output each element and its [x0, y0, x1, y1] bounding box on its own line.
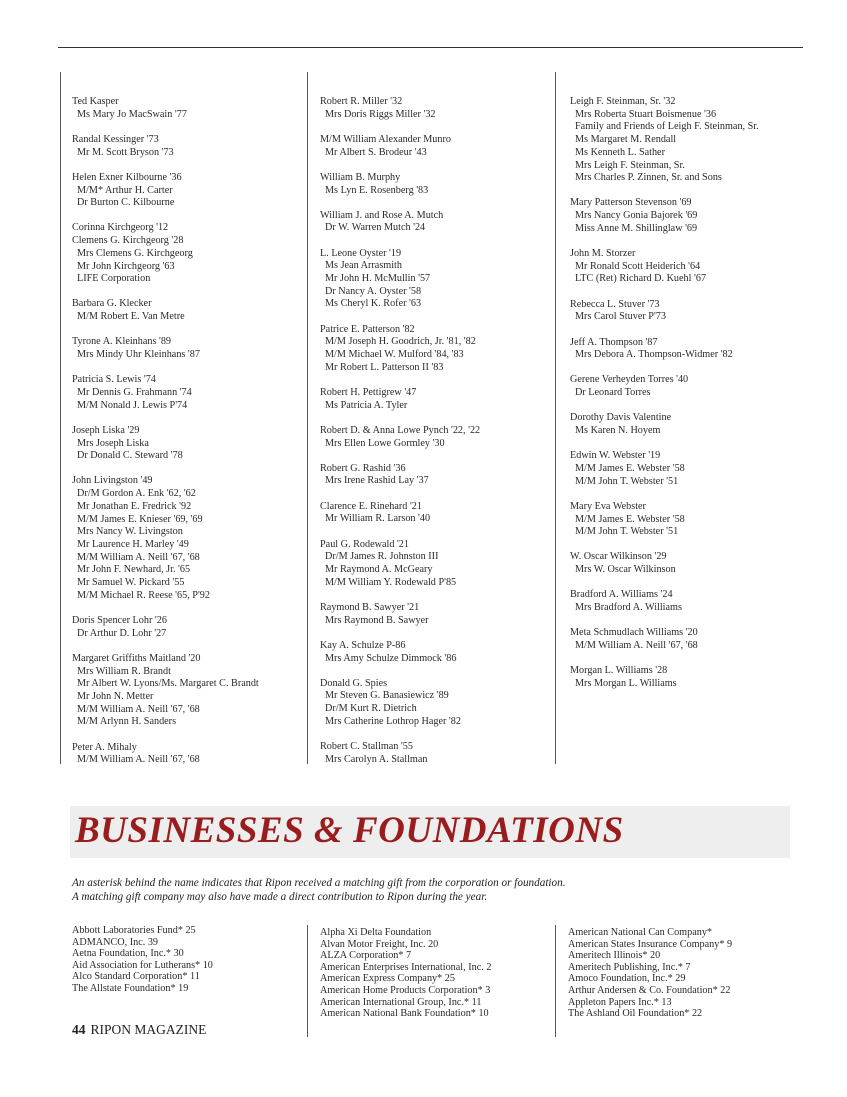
memorial-entry — [320, 602, 545, 627]
honoree-name: Doris Spencer Lohr '26 — [72, 615, 167, 626]
business-name: American International Group, Inc.* 11 — [320, 996, 482, 1008]
memorial-entry — [570, 450, 800, 488]
memorial-entry — [320, 96, 545, 121]
business-name: Aetna Foundation, Inc.* 30 — [72, 948, 184, 960]
business-name: Ameritech Illinois* 20 — [568, 950, 661, 962]
top-rule — [58, 47, 803, 48]
memorial-entry — [570, 665, 800, 690]
donor-name: Mr Raymond A. McGeary — [325, 563, 433, 575]
donor-name: Ms Patricia A. Tyler — [325, 399, 408, 411]
honoree-name: Meta Schmudlach Williams '20 — [570, 627, 698, 639]
memorial-entry — [72, 475, 297, 602]
memorial-entry — [570, 337, 800, 362]
business-name: The Allstate Foundation* 19 — [72, 982, 189, 994]
section-title: BUSINESSES & FOUNDATIONS — [75, 810, 624, 851]
memorial-entry — [72, 298, 297, 323]
donor-name: M/M John T. Webster '51 — [575, 475, 679, 487]
memorial-entry — [570, 412, 800, 437]
memorial-entry — [570, 248, 800, 286]
biz-divider-right — [555, 925, 556, 1037]
section-note — [72, 876, 772, 904]
honoree-name: John Livingston '49 — [72, 475, 153, 487]
donor-name: Family and Friends of Leigh F. Steinman, Sr. — [575, 121, 759, 133]
donor-name: Mrs Amy Schulze Dimmock '86 — [325, 652, 457, 664]
honoree-name: Tyrone A. Kleinhans '89 — [72, 336, 172, 348]
donor-name: Ms Lyn E. Rosenberg '83 — [325, 184, 429, 196]
donor-name: M/M Robert E. Van Metre — [77, 311, 185, 323]
honoree-name: Robert R. Miller '32 — [320, 96, 403, 107]
donor-name: M/M Joseph H. Goodrich, Jr. '81, '82 — [325, 336, 476, 348]
honoree-name: Clemens G. Kirchgeorg '28 — [72, 235, 184, 247]
honoree-name: Robert D. & Anna Lowe Pynch '22, '22 — [320, 424, 481, 436]
honoree-name: Robert G. Rashid '36 — [320, 462, 406, 474]
business-name: ALZA Corporation* 7 — [320, 950, 412, 962]
honoree-name: M/M William Alexander Munro — [320, 133, 451, 145]
business-name: American National Can Company* — [568, 927, 713, 938]
memorial-entry — [72, 134, 297, 159]
donor-name: M/M Nonald J. Lewis P'74 — [77, 399, 188, 411]
honoree-name: Bradford A. Williams '24 — [570, 589, 673, 601]
column-divider-left — [60, 72, 61, 764]
donor-name: Dr/M Gordon A. Enk '62, '62 — [77, 488, 196, 500]
donor-name: Mr Albert S. Brodeur '43 — [325, 146, 427, 158]
business-name: Ameritech Publishing, Inc.* 7 — [568, 961, 691, 973]
publication-name: RIPON MAGAZINE — [90, 1022, 207, 1037]
memorial-column-3 — [570, 96, 800, 703]
donor-name: Dr Leonard Torres — [575, 387, 651, 399]
donor-name: LTC (Ret) Richard D. Kuehl '67 — [575, 273, 707, 285]
memorial-entry — [570, 197, 800, 235]
business-name: Alco Standard Corporation* 11 — [72, 971, 200, 983]
memorial-entry — [320, 539, 545, 590]
business-column-3 — [568, 927, 803, 1020]
honoree-name: John M. Storzer — [570, 248, 636, 260]
donor-name: Mrs Doris Riggs Miller '32 — [325, 108, 436, 120]
honoree-name: Kay A. Schulze P-86 — [320, 639, 406, 651]
donor-name: Mrs Roberta Stuart Boismenue '36 — [575, 108, 717, 120]
memorial-entry — [570, 96, 800, 185]
memorial-entry — [570, 299, 800, 324]
business-name: American Enterprises International, Inc. 2 — [320, 961, 492, 973]
memorial-entry — [72, 374, 297, 412]
donor-name: M/M Michael R. Reese '65, P'92 — [77, 589, 210, 601]
honoree-name: Helen Exner Kilbourne '36 — [72, 171, 182, 183]
donor-name: Mr John N. Metter — [77, 691, 154, 703]
business-column-1 — [72, 925, 297, 995]
honoree-name: Paul G. Rodewald '21 — [320, 538, 409, 550]
memorial-entry — [72, 653, 297, 729]
business-name: The Ashland Oil Foundation* 22 — [568, 1008, 703, 1020]
memorial-entry — [72, 336, 297, 361]
honoree-name: Robert H. Pettigrew '47 — [320, 386, 417, 398]
donor-name: M/M Michael W. Mulford '84, '83 — [325, 349, 464, 361]
donor-name: M/M William A. Neill '67, '68 — [77, 754, 200, 766]
donor-name: Dr/M James R. Johnston III — [325, 551, 439, 563]
donor-name: Mr John F. Newhard, Jr. '65 — [77, 564, 191, 576]
donor-name: LIFE Corporation — [77, 273, 151, 285]
honoree-name: Margaret Griffiths Maitland '20 — [72, 652, 201, 664]
donor-name: M/M William A. Neill '67, '68 — [77, 551, 200, 563]
business-name: Amoco Foundation, Inc.* 29 — [568, 973, 686, 985]
donor-name: M/M William A. Neill '67, '68 — [77, 703, 200, 715]
honoree-name: Robert C. Stallman '55 — [320, 741, 413, 753]
donor-name: Mr John H. McMullin '57 — [325, 273, 431, 285]
donor-name: Miss Anne M. Shillinglaw '69 — [575, 222, 698, 234]
memorial-entry — [320, 463, 545, 488]
business-name: American National Bank Foundation* 10 — [320, 1008, 489, 1020]
donor-name: Mr Samuel W. Pickard '55 — [77, 577, 185, 589]
honoree-name: Mary Patterson Stevenson '69 — [570, 197, 692, 209]
business-name: American States Insurance Company* 9 — [568, 938, 733, 950]
memorial-column-1 — [72, 96, 297, 780]
column-divider-mid — [307, 72, 308, 764]
honoree-name: Rebecca L. Stuver '73 — [570, 298, 660, 310]
donor-name: M/M James E. Webster '58 — [575, 462, 685, 474]
business-name: ADMANCO, Inc. 39 — [72, 936, 159, 948]
business-name: Arthur Andersen & Co. Foundation* 22 — [568, 984, 731, 996]
memorial-entry — [570, 627, 800, 652]
donor-name: M/M James E. Webster '58 — [575, 513, 685, 525]
donor-name: Mrs Debora A. Thompson-Widmer '82 — [575, 349, 733, 361]
honoree-name: Patrice E. Patterson '82 — [320, 323, 415, 335]
honoree-name: L. Leone Oyster '19 — [320, 247, 402, 259]
donor-name: Mrs Bradford A. Williams — [575, 602, 682, 614]
donor-name: M/M William Y. Rodewald P'85 — [325, 576, 457, 588]
biz-divider-mid — [307, 925, 308, 1037]
business-column-2 — [320, 927, 545, 1020]
donor-name: Ms Kenneth L. Sather — [575, 146, 665, 158]
memorial-column-2 — [320, 96, 545, 779]
honoree-name: Edwin W. Webster '19 — [570, 450, 661, 462]
memorial-entry — [72, 172, 297, 210]
memorial-entry — [320, 134, 545, 159]
memorial-entry — [320, 387, 545, 412]
honoree-name: Barbara G. Klecker — [72, 298, 152, 310]
memorial-entry — [570, 551, 800, 576]
business-name: Appleton Papers Inc.* 13 — [568, 996, 672, 1008]
honoree-name: Donald G. Spies — [320, 677, 388, 689]
honoree-name: William B. Murphy — [320, 171, 401, 183]
donor-name: M/M John T. Webster '51 — [575, 526, 679, 538]
donor-name: Mrs Ellen Lowe Gormley '30 — [325, 437, 445, 449]
memorial-entry — [570, 589, 800, 614]
donor-name: Ms Jean Arrasmith — [325, 260, 402, 272]
donor-name: Mr Albert W. Lyons/Ms. Margaret C. Brandt — [77, 678, 259, 690]
memorial-entry — [72, 742, 297, 767]
business-name: Alpha Xi Delta Foundation — [320, 927, 432, 938]
memorial-entry — [320, 678, 545, 729]
donor-name: Dr Arthur D. Lohr '27 — [77, 627, 167, 639]
donor-name: Mrs Carol Stuver P'73 — [575, 311, 666, 323]
honoree-name: Randal Kessinger '73 — [72, 133, 159, 145]
donor-name: Mr John Kirchgeorg '63 — [77, 260, 175, 272]
donor-name: Mrs Clemens G. Kirchgeorg — [77, 247, 193, 259]
memorial-entry — [72, 425, 297, 463]
donor-name: Mrs W. Oscar Wilkinson — [575, 564, 676, 576]
memorial-entry — [320, 425, 545, 450]
donor-name: Ms Karen N. Hoyem — [575, 425, 661, 437]
honoree-name: Corinna Kirchgeorg '12 — [72, 222, 169, 234]
memorial-entry — [72, 222, 297, 286]
donor-name: M/M William A. Neill '67, '68 — [575, 640, 698, 651]
honoree-name: Joseph Liska '29 — [72, 424, 140, 436]
donor-name: Mrs Nancy Gonia Bajorek '69 — [575, 210, 698, 222]
donor-name: Mrs Nancy W. Livingston — [77, 526, 183, 538]
memorial-entry — [320, 324, 545, 375]
business-name: American Home Products Corporation* 3 — [320, 984, 491, 996]
honoree-name: Dorothy Davis Valentine — [570, 412, 672, 424]
memorial-entry — [72, 615, 297, 640]
honoree-name: Morgan L. Williams '28 — [570, 665, 668, 677]
business-name: Aid Association for Lutherans* 10 — [72, 959, 213, 971]
memorial-entry — [320, 210, 545, 235]
donor-name: Ms Cheryl K. Rofer '63 — [325, 298, 422, 310]
donor-name: Dr Nancy A. Oyster '58 — [325, 285, 422, 297]
donor-name: Mrs William R. Brandt — [77, 665, 171, 677]
page-footer — [72, 1022, 206, 1038]
donor-name: Mrs Charles P. Zinnen, Sr. and Sons — [575, 172, 722, 184]
honoree-name: Mary Eva Webster — [570, 500, 646, 512]
donor-name: Mrs Mindy Uhr Kleinhans '87 — [77, 349, 200, 361]
donor-name: Mrs Catherine Lothrop Hager '82 — [325, 715, 461, 727]
donor-name: Dr Burton C. Kilbourne — [77, 197, 175, 209]
donor-name: Mr Dennis G. Frahmann '74 — [77, 386, 192, 398]
memorial-entry — [320, 640, 545, 665]
honoree-name: Patricia S. Lewis '74 — [72, 374, 156, 386]
donor-name: Mr Laurence H. Marley '49 — [77, 538, 189, 550]
honoree-name: Peter A. Mihaly — [72, 741, 137, 753]
honoree-name: Raymond B. Sawyer '21 — [320, 601, 420, 613]
memorial-entry — [570, 374, 800, 399]
donor-name: Mr Jonathan E. Fredrick '92 — [77, 500, 192, 512]
memorial-entry — [320, 248, 545, 312]
donor-name: Mr Steven G. Banasiewicz '89 — [325, 690, 449, 702]
note-line: An asterisk behind the name indicates that Ripon received a matching gift from the corporation or foundation. — [72, 877, 566, 889]
donor-name: Mrs Joseph Liska — [77, 437, 149, 449]
donor-name: Dr W. Warren Mutch '24 — [325, 222, 426, 234]
donor-name: Mrs Irene Rashid Lay '37 — [325, 475, 429, 487]
honoree-name: W. Oscar Wilkinson '29 — [570, 551, 667, 563]
note-line: A matching gift company may also have made a direct contribution to Ripon during the year. — [72, 891, 488, 904]
donor-name: M/M Arlynn H. Sanders — [77, 716, 177, 728]
honoree-name: Jeff A. Thompson '87 — [570, 336, 658, 348]
memorial-entry — [320, 501, 545, 526]
donor-name: Mr Ronald Scott Heiderich '64 — [575, 260, 701, 272]
honoree-name: Leigh F. Steinman, Sr. '32 — [570, 96, 676, 107]
donor-name: Mrs Carolyn A. Stallman — [325, 753, 428, 765]
donor-name: M/M* Arthur H. Carter — [77, 184, 173, 196]
donor-name: Mrs Leigh F. Steinman, Sr. — [575, 159, 685, 171]
honoree-name: William J. and Rose A. Mutch — [320, 209, 444, 221]
honoree-name: Gerene Verheyden Torres '40 — [570, 374, 689, 386]
memorial-entry — [320, 741, 545, 766]
donor-name: Dr Donald C. Steward '78 — [77, 450, 183, 462]
donor-name: M/M James E. Knieser '69, '69 — [77, 513, 203, 525]
donor-name: Mr M. Scott Bryson '73 — [77, 146, 174, 158]
honoree-name: Clarence E. Rinehard '21 — [320, 500, 422, 512]
memorial-entry — [570, 501, 800, 539]
page-number: 44 — [72, 1022, 86, 1037]
column-divider-right — [555, 72, 556, 764]
honoree-name: Ted Kasper — [72, 96, 119, 107]
memorial-entry — [72, 96, 297, 121]
donor-name: Ms Mary Jo MacSwain '77 — [77, 108, 187, 120]
business-name: Alvan Motor Freight, Inc. 20 — [320, 938, 439, 950]
donor-name: Dr/M Kurt R. Dietrich — [325, 703, 417, 715]
donor-name: Mrs Morgan L. Williams — [575, 677, 677, 689]
business-name: Abbott Laboratories Fund* 25 — [72, 925, 196, 936]
donor-name: Ms Margaret M. Rendall — [575, 134, 677, 146]
donor-name: Mrs Raymond B. Sawyer — [325, 614, 429, 626]
donor-name: Mr Robert L. Patterson II '83 — [325, 361, 444, 373]
memorial-entry — [320, 172, 545, 197]
donor-name: Mr William R. Larson '40 — [325, 513, 431, 525]
business-name: American Express Company* 25 — [320, 973, 455, 985]
